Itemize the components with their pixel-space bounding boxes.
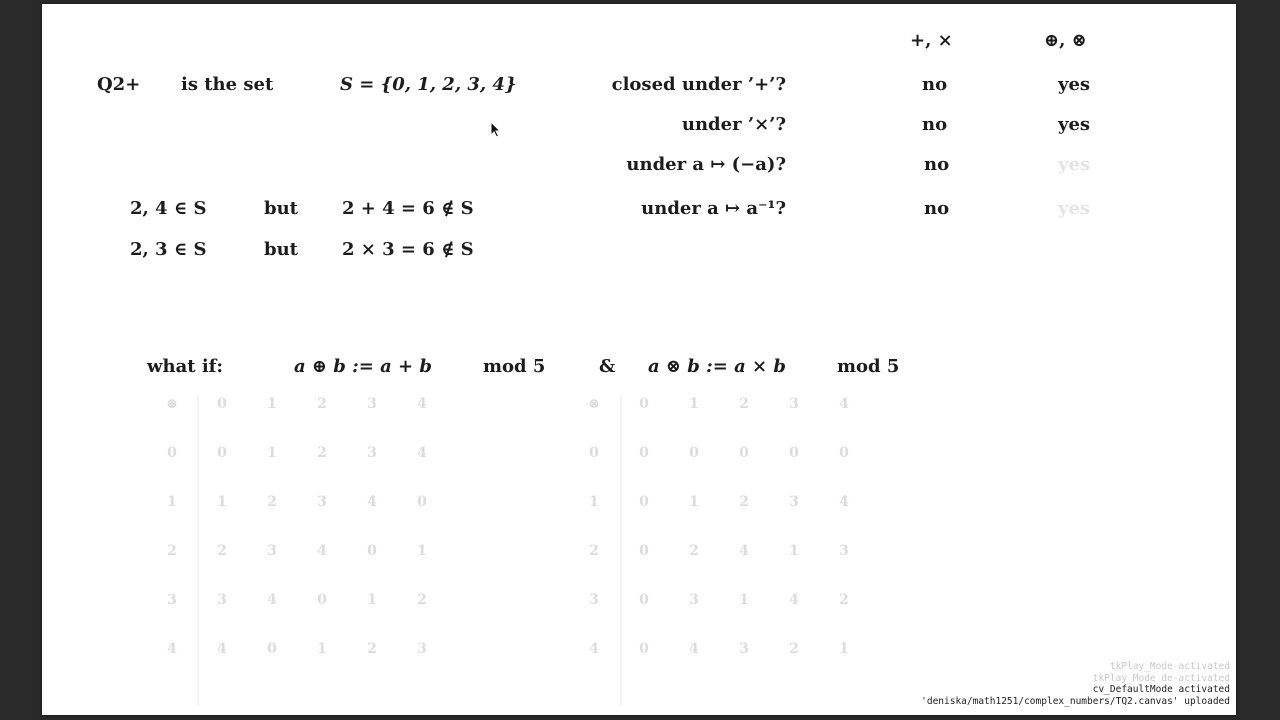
mul_table-cell: 1 (739, 592, 749, 608)
addition-mod5-table (162, 396, 442, 676)
answer-oplus-otimes-faded: yes (1058, 198, 1091, 219)
add_table-cell: 1 (267, 445, 277, 461)
mul_table-cell: 4 (739, 543, 749, 559)
add_table-cell: 3 (217, 592, 227, 608)
add_table-cell: 1 (317, 641, 327, 657)
counterexample-elements: 2, 4 ∈ S (130, 198, 207, 219)
question-text: is the set (181, 74, 274, 95)
status-line: 'deniska/math1251/complex_numbers/TQ2.canvas' uploaded (921, 695, 1230, 707)
column-header-oplus-otimes: ⊕, ⊗ (1044, 30, 1087, 51)
mul_table-cell: 1 (839, 641, 849, 657)
add_table-cell: 3 (267, 543, 277, 559)
add_table-cell: 1 (167, 494, 177, 510)
answer-oplus-otimes: yes (1058, 74, 1091, 95)
mul_table-cell: 1 (689, 494, 699, 510)
answer-plus-times: no (922, 74, 948, 95)
mul_table-cell: 0 (639, 543, 649, 559)
otimes-modulus: mod 5 (837, 356, 900, 377)
mul_table-cell: 3 (789, 396, 799, 412)
add_table-cell: 0 (217, 396, 227, 412)
add_table-cell: 4 (417, 396, 427, 412)
add_table-cell: 1 (417, 543, 427, 559)
counterexample-but: but (264, 198, 298, 219)
mul_table-cell: 2 (839, 592, 849, 608)
property-label: under ’×’? (681, 114, 786, 135)
mul_table-cell: 4 (589, 641, 599, 657)
question-label: Q2+ (97, 74, 141, 95)
add_table-cell: 1 (267, 396, 277, 412)
oplus-definition: a ⊕ b := a + b (294, 356, 432, 377)
mul_table-cell: 0 (639, 641, 649, 657)
mul_table-cell: 3 (789, 494, 799, 510)
slide-canvas[interactable] (42, 4, 1236, 715)
mul_table-cell: 2 (589, 543, 599, 559)
mul_table-cell: 0 (689, 445, 699, 461)
oplus-modulus: mod 5 (483, 356, 546, 377)
column-header-plus-times: +, × (910, 30, 953, 51)
add_table-cell: 2 (217, 543, 227, 559)
mul_table-cell: 3 (839, 543, 849, 559)
mul_table-cell: 0 (639, 592, 649, 608)
mul_table-cell: 2 (789, 641, 799, 657)
answer-plus-times: no (922, 114, 948, 135)
add_table-cell: 2 (267, 494, 277, 510)
whatif-label: what if: (147, 356, 224, 377)
add_table-cell: 2 (167, 543, 177, 559)
add_table-cell: 2 (367, 641, 377, 657)
status-line: tkPlay_Mode activated (1109, 661, 1230, 672)
mul_table-cell: 0 (639, 445, 649, 461)
property-label: under a ↦ a⁻¹? (641, 198, 786, 219)
mul_table-cell: 0 (639, 494, 649, 510)
add_table-cell: 0 (417, 494, 427, 510)
counterexample-elements: 2, 3 ∈ S (130, 239, 207, 260)
mul_table-cell: 3 (689, 592, 699, 608)
add_table-cell: 4 (417, 445, 427, 461)
answer-oplus-otimes-faded: yes (1058, 154, 1091, 175)
mouse-cursor-icon (490, 121, 502, 139)
mul_table-cell: 4 (689, 641, 699, 657)
add_table-cell: 3 (417, 641, 427, 657)
answer-oplus-otimes: yes (1058, 114, 1091, 135)
add_table-cell: 3 (367, 396, 377, 412)
add_table-cell: 2 (417, 592, 427, 608)
mul_table-cell: 0 (589, 445, 599, 461)
add_table-cell: 0 (217, 445, 227, 461)
mul_table-cell: 1 (589, 494, 599, 510)
add_table-cell: 4 (367, 494, 377, 510)
add_table-cell: 1 (367, 592, 377, 608)
answer-plus-times: no (924, 154, 950, 175)
otimes-definition: a ⊗ b := a × b (648, 356, 786, 377)
status-line: cv_DefaultMode activated (1092, 684, 1230, 695)
add_table-cell: 4 (317, 543, 327, 559)
property-label: closed under ’+’? (611, 74, 786, 95)
mul_table-cell: 4 (839, 396, 849, 412)
add_table-cell: 2 (317, 396, 327, 412)
mul_table-cell: 0 (839, 445, 849, 461)
counterexample-expression: 2 + 4 = 6 ∉ S (342, 198, 474, 219)
status-line: tkPlay_Mode de-activated (1092, 672, 1230, 684)
mul_table-cell: 1 (689, 396, 699, 412)
counterexample-but: but (264, 239, 298, 260)
counterexample-expression: 2 × 3 = 6 ∉ S (342, 239, 474, 260)
property-label: under a ↦ (−a)? (626, 154, 786, 175)
mul_table-cell: ⊗ (588, 396, 600, 412)
add_table-cell: 1 (217, 494, 227, 510)
mul_table-cell: 3 (739, 641, 749, 657)
add_table-cell: 2 (317, 445, 327, 461)
set-expression: S = {0, 1, 2, 3, 4} (340, 74, 517, 95)
add_table-cell: 4 (267, 592, 277, 608)
mul_table-cell: 2 (689, 543, 699, 559)
mul_table-cell: 1 (789, 543, 799, 559)
add_table-cell: 0 (167, 445, 177, 461)
add_table-cell: 0 (317, 592, 327, 608)
mul_table-cell: 0 (789, 445, 799, 461)
add_table-cell: 4 (217, 641, 227, 657)
mul_table-cell: 0 (639, 396, 649, 412)
status-log (921, 661, 1230, 707)
add_table-cell: 3 (167, 592, 177, 608)
mul_table-cell: 4 (789, 592, 799, 608)
add_table-cell: 3 (317, 494, 327, 510)
mul_table-cell: 2 (739, 396, 749, 412)
add_table-cell: 3 (367, 445, 377, 461)
mul_table-cell: 4 (839, 494, 849, 510)
add_table-cell: 0 (267, 641, 277, 657)
mul_table-cell: 3 (589, 592, 599, 608)
add_table-cell: 0 (367, 543, 377, 559)
ampersand: & (599, 356, 616, 377)
add_table-cell: ⊕ (166, 396, 178, 412)
mul_table-cell: 2 (739, 494, 749, 510)
multiplication-mod5-table (584, 396, 864, 676)
answer-plus-times: no (924, 198, 950, 219)
add_table-cell: 4 (167, 641, 177, 657)
mul_table-cell: 0 (739, 445, 749, 461)
